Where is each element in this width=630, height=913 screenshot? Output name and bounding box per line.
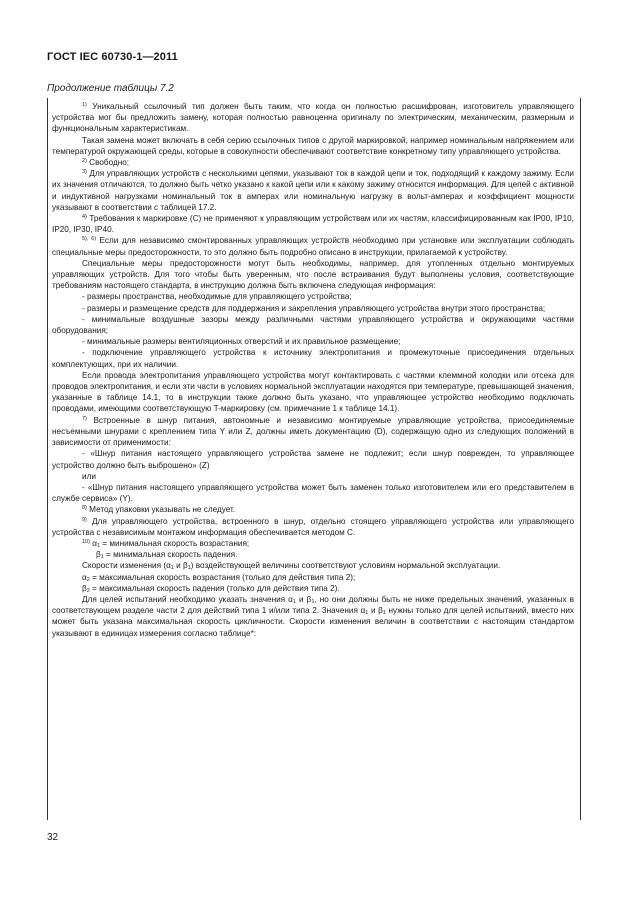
paragraph-3: $^{2)}$ Свободно; [82, 158, 130, 168]
alpha1-definition: $^{10)}$ $\alpha_1$ = минимальная скорость возрастания; [82, 538, 250, 549]
paragraph-4: $^{3)}$ Для управляющих устройств с несколькими цепями, указывают ток в каждой цепи и ток, подходящий к каждому зажиму. Если их значения отличаются, то должно быть четко указано к какой цепи или к какому зажиму относится информация. Для цепей с активной и индуктивной нагрузками номинальный ток в амперах или номинальную нагрузку в вольт-амперах и коэффициент мощности указывают в соответствии с таблицей 17.2. [52, 169, 574, 212]
or-word: или [82, 471, 96, 481]
alpha2-definition: $\alpha_2$ = максимальная скорость возрастания (только для действия типа 2); [82, 572, 356, 583]
quote-z: - «Шнур питания настоящего управляющего устройства замене не подлежит; если шнур поврежден, то управляющее устройство должно быть выброшено» (Z) [52, 449, 574, 470]
beta1-definition: $\beta_1$ = минимальная скорость падения. [96, 550, 238, 561]
footnotes-content [52, 101, 574, 639]
list-item-4: - минимальные размеры вентиляционных отверстий и их правильное размещение; [82, 337, 401, 347]
quote-y: - «Шнур питания настоящего управляющего устройства может быть заменен только изготовителем или его представителем в службе сервиса» (Y). [52, 482, 574, 504]
table-continuation-label: Продолжение таблицы 7.2 [47, 83, 174, 94]
list-item-5: - подключение управляющего устройства к источнику электропитания и промежуточные присоединения отдельных комплектующих, при их наличии. [52, 348, 574, 369]
paragraph-1: $^{1)}$ Уникальный ссылочный тип должен быть таким, что когда он полностью расшифрован, изготовитель управляющего устройства мог бы предложить замену, которая полностью равноценна оригиналу по электрическим, механическим, размерным и функциональным характеристикам. [52, 102, 574, 134]
final-paragraph: Для целей испытаний необходимо указать значения $\alpha_1$ и $\beta_1$, но они должны быть не ниже предельных значений, указанных в соответствующем разделе части 2 для действий типа 1 и/или типа 2. Значения $\alpha_1$ и $\beta_1$ нужны только для целей испытаний, вместо них может быть указана максимальная скорость цикличности. Скорости изменения величин в соответствии с настоящим стандартом указывают в единицах измерения согласно таблице*: [52, 594, 575, 638]
list-item-2: - размеры и размещение средств для поддержания и закрепления управляющего устройства внутри этого пространства; [82, 303, 546, 313]
paragraph-8: Если провода электропитания управляющего устройства могут контактировать с частями клеммной колодки или отсека для проводов электропитания, и если эти части в условиях нормальной эксплуатации находятся при температуре, превышающей значения, указанные в таблице 14.1, то в инструкции также должно быть указано, что управляющее устройство необходимо подключать проводами, имеющими соответствующую T-маркировку (см. примечание 1 к таблице 14.1). [52, 370, 574, 414]
document-header: ГОСТ IEC 60730-1—2011 [47, 51, 178, 63]
paragraph-7: Специальные меры предосторожности могут быть необходимы, например, для утопленных отдельно монтируемых управляющих устройств. Для того чтобы быть уверенным, что после встраивания будут выполнены условия, соответствующие требованиям настоящего стандарта, в инструкцию должна быть включена следующая информация: [52, 258, 574, 291]
paragraph-10: $^{8)}$ Метод упаковки указывать не следует. [82, 505, 236, 515]
paragraph-5: $^{4)}$ Требования к маркировке (С) не применяют к управляющим устройствам или их частям, классифицированным как IP00, IP10, IP20, IP30, IP40. [52, 214, 574, 235]
list-item-1: - размеры пространства, необходимые для управляющего устройства; [82, 292, 352, 302]
paragraph-9: $^{7)}$ Встроенные в шнур питания, автономные и независимо монтируемые управляющие устройства, присоединяемые несъемными шнурами с креплением типа Y или Z, должны иметь документацию (D), содержащую одно из следующих положений в зависимости от применимости: [52, 415, 574, 448]
rates-paragraph: Скорости изменения ($\alpha_1$ и $\beta_1$) воздействующей величины соответствуют условиям нормальной эксплуатации. [82, 561, 501, 572]
beta2-definition: $\beta_2$ = максимальная скорость падения (только для действия типа 2). [82, 583, 340, 594]
page-number: 32 [47, 832, 59, 843]
paragraph-11: $^{9)}$ Для управляющего устройства, встроенного в шнур, отдельно стоящего управляющего устройства или управляющего устройства с независимым монтажом информация обеспечивается методом С. [52, 516, 574, 537]
paragraph-6: $^{5), 6)}$ Если для независимо смонтированных управляющих устройств необходимо при установке или эксплуатации соблюдать специальные меры предосторожности, то это должно быть подробно описано в инструкции, прилагаемой к устройству. [52, 236, 574, 257]
paragraph-2: Такая замена может включать в себя серию ссылочных типов с другой маркировкой, например номинальным напряжением или температурой окружающей среды, которые в совокупности обеспечивают соответствие конкретному типу управляющего устройства. [52, 135, 574, 156]
list-item-3: - минимальные воздушные зазоры между различными частями управляющего устройства и окружающими частями оборудования; [52, 314, 574, 336]
